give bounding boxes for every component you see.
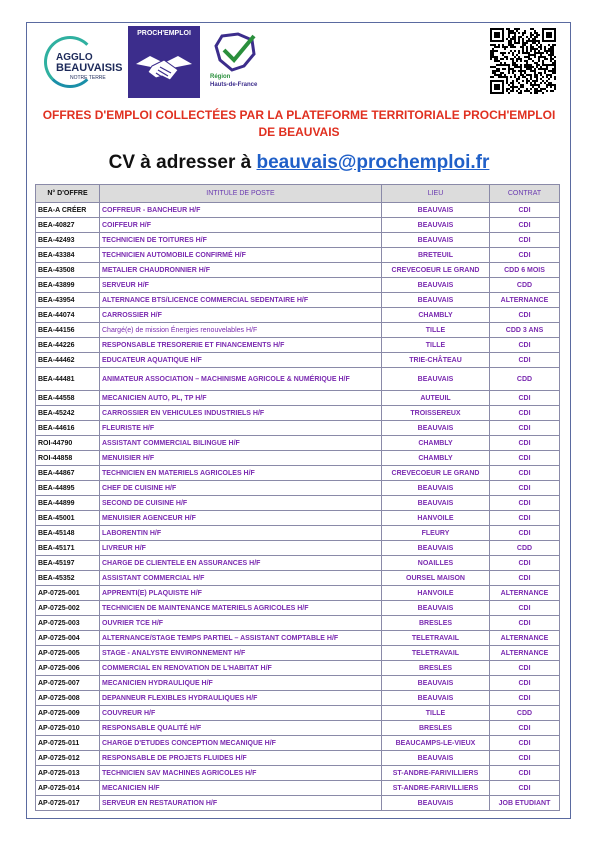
offer-number-cell: BEA-44558: [36, 391, 100, 406]
job-title-cell: ALTERNANCE/STAGE TEMPS PARTIEL – ASSISTANT COMPTABLE H/F: [100, 631, 382, 646]
offer-number-cell: AP-0725-012: [36, 751, 100, 766]
contract-cell: CDI: [490, 661, 560, 676]
table-row: [36, 451, 560, 466]
job-title-cell: CARROSSIER EN VEHICULES INDUSTRIELS H/F: [100, 406, 382, 421]
location-cell: BRESLES: [382, 661, 490, 676]
job-title-cell: SECOND DE CUISINE H/F: [100, 496, 382, 511]
table-row: [36, 616, 560, 631]
contract-cell: CDI: [490, 391, 560, 406]
offer-number-cell: BEA-44895: [36, 481, 100, 496]
table-row: [36, 278, 560, 293]
location-cell: CREVECOEUR LE GRAND: [382, 466, 490, 481]
agglo-logo-line3: NOTRE TERRE: [70, 75, 106, 81]
table-row: [36, 571, 560, 586]
location-cell: BEAUVAIS: [382, 796, 490, 811]
contract-cell: CDI: [490, 248, 560, 263]
contract-cell: CDI: [490, 406, 560, 421]
table-row: [36, 766, 560, 781]
contract-cell: CDI: [490, 308, 560, 323]
table-row: [36, 218, 560, 233]
offer-number-cell: BEA-44462: [36, 353, 100, 368]
job-title-cell: DEPANNEUR FLEXIBLES HYDRAULIQUES H/F: [100, 691, 382, 706]
location-cell: TROISSEREUX: [382, 406, 490, 421]
job-title-cell: CARROSSIER H/F: [100, 308, 382, 323]
location-cell: CREVECOEUR LE GRAND: [382, 263, 490, 278]
contract-cell: CDD 6 MOIS: [490, 263, 560, 278]
offer-number-cell: AP-0725-010: [36, 721, 100, 736]
job-title-cell: CHARGE D'ETUDES CONCEPTION MECANIQUE H/F: [100, 736, 382, 751]
offer-number-cell: BEA-45171: [36, 541, 100, 556]
header-location: LIEU: [382, 185, 490, 203]
contract-cell: CDI: [490, 571, 560, 586]
contract-cell: CDI: [490, 218, 560, 233]
offer-number-cell: AP-0725-002: [36, 601, 100, 616]
location-cell: OURSEL MAISON: [382, 571, 490, 586]
table-row: [36, 308, 560, 323]
contract-cell: CDI: [490, 721, 560, 736]
table-row: [36, 293, 560, 308]
job-title-cell: FLEURISTE H/F: [100, 421, 382, 436]
offer-number-cell: BEA-43384: [36, 248, 100, 263]
offer-number-cell: BEA-44867: [36, 466, 100, 481]
table-row: [36, 721, 560, 736]
location-cell: FLEURY: [382, 526, 490, 541]
location-cell: NOAILLES: [382, 556, 490, 571]
job-title-cell: TECHNICIEN SAV MACHINES AGRICOLES H/F: [100, 766, 382, 781]
contract-cell: CDI: [490, 353, 560, 368]
table-row: [36, 233, 560, 248]
location-cell: BEAUVAIS: [382, 496, 490, 511]
contract-cell: CDI: [490, 451, 560, 466]
location-cell: TRIE-CHÂTEAU: [382, 353, 490, 368]
location-cell: TILLE: [382, 706, 490, 721]
contract-cell: CDD: [490, 706, 560, 721]
table-row: [36, 586, 560, 601]
offer-number-cell: BEA-45352: [36, 571, 100, 586]
offer-number-cell: BEA-44616: [36, 421, 100, 436]
region-hauts-de-france-logo: [208, 30, 266, 94]
contract-cell: CDI: [490, 736, 560, 751]
agglo-logo-line1: AGGLO: [56, 52, 93, 63]
offer-number-cell: AP-0725-008: [36, 691, 100, 706]
offer-number-cell: BEA-45242: [36, 406, 100, 421]
contract-cell: CDI: [490, 766, 560, 781]
contract-cell: CDD 3 ANS: [490, 323, 560, 338]
contract-cell: CDI: [490, 526, 560, 541]
location-cell: BEAUVAIS: [382, 751, 490, 766]
location-cell: BEAUVAIS: [382, 421, 490, 436]
location-cell: TELETRAVAIL: [382, 631, 490, 646]
offer-number-cell: AP-0725-011: [36, 736, 100, 751]
offer-number-cell: AP-0725-005: [36, 646, 100, 661]
header-offer-number: N° D'OFFRE: [36, 185, 100, 203]
cv-email-link[interactable]: beauvais@prochemploi.fr: [256, 152, 490, 173]
location-cell: ST-ANDRE-FARIVILLIERS: [382, 781, 490, 796]
location-cell: CHAMBLY: [382, 436, 490, 451]
location-cell: BEAUVAIS: [382, 368, 490, 391]
contract-cell: CDI: [490, 616, 560, 631]
table-row: [36, 406, 560, 421]
contract-cell: CDI: [490, 203, 560, 218]
offer-number-cell: AP-0725-007: [36, 676, 100, 691]
job-title-cell: TECHNICIEN EN MATERIELS AGRICOLES H/F: [100, 466, 382, 481]
contract-cell: ALTERNANCE: [490, 586, 560, 601]
offer-number-cell: BEA-42493: [36, 233, 100, 248]
offer-number-cell: AP-0725-004: [36, 631, 100, 646]
job-title-cell: ALTERNANCE BTS/LICENCE COMMERCIAL SEDENTAIRE H/F: [100, 293, 382, 308]
table-row: [36, 511, 560, 526]
prochemploi-logo-label: PROCH'EMPLOI: [137, 30, 191, 37]
offer-number-cell: BEA-44481: [36, 368, 100, 391]
table-row: [36, 601, 560, 616]
region-logo-line2: Hauts-de-France: [210, 82, 258, 88]
job-title-cell: MENUISIER H/F: [100, 451, 382, 466]
offer-number-cell: ROI-44790: [36, 436, 100, 451]
region-heart-icon: [208, 30, 266, 74]
offer-number-cell: ROI-44858: [36, 451, 100, 466]
location-cell: BEAUCAMPS-LE-VIEUX: [382, 736, 490, 751]
job-title-cell: MENUISIER AGENCEUR H/F: [100, 511, 382, 526]
job-title-cell: MECANICIEN H/F: [100, 781, 382, 796]
job-title-cell: METALIER CHAUDRONNIER H/F: [100, 263, 382, 278]
table-row: [36, 526, 560, 541]
header-contract: CONTRAT: [490, 185, 560, 203]
job-title-cell: MECANICIEN HYDRAULIQUE H/F: [100, 676, 382, 691]
location-cell: BEAUVAIS: [382, 676, 490, 691]
contract-cell: CDI: [490, 556, 560, 571]
location-cell: CHAMBLY: [382, 308, 490, 323]
job-title-cell: EDUCATEUR AQUATIQUE H/F: [100, 353, 382, 368]
contract-cell: ALTERNANCE: [490, 631, 560, 646]
table-row: [36, 338, 560, 353]
header-job-title: INTITULE DE POSTE: [100, 185, 382, 203]
job-title-cell: TECHNICIEN DE MAINTENANCE MATERIELS AGRICOLES H/F: [100, 601, 382, 616]
job-title-cell: Chargé(e) de mission Énergies renouvelables H/F: [100, 323, 382, 338]
agglo-logo-line2: BEAUVAISIS: [56, 62, 123, 74]
offer-number-cell: BEA-A CRÉER: [36, 203, 100, 218]
logo-bar: [40, 26, 560, 98]
contract-cell: CDI: [490, 676, 560, 691]
contract-cell: CDD: [490, 278, 560, 293]
contract-cell: CDI: [490, 233, 560, 248]
job-title-cell: APPRENTI(E) PLAQUISTE H/F: [100, 586, 382, 601]
table-row: [36, 556, 560, 571]
page-headline: OFFRES D'EMPLOI COLLECTÉES PAR LA PLATEFORME TERRITORIALE PROCH'EMPLOI DE BEAUVAIS: [42, 108, 556, 139]
offer-number-cell: AP-0725-017: [36, 796, 100, 811]
location-cell: BEAUVAIS: [382, 203, 490, 218]
location-cell: BEAUVAIS: [382, 541, 490, 556]
contract-cell: CDI: [490, 338, 560, 353]
contract-cell: ALTERNANCE: [490, 646, 560, 661]
offer-number-cell: BEA-45001: [36, 511, 100, 526]
location-cell: BEAUVAIS: [382, 601, 490, 616]
table-row: [36, 368, 560, 391]
contract-cell: CDI: [490, 781, 560, 796]
job-title-cell: CHARGE DE CLIENTELE EN ASSURANCES H/F: [100, 556, 382, 571]
job-title-cell: TECHNICIEN DE TOITURES H/F: [100, 233, 382, 248]
location-cell: BEAUVAIS: [382, 293, 490, 308]
location-cell: BEAUVAIS: [382, 481, 490, 496]
table-row: [36, 781, 560, 796]
location-cell: BRESLES: [382, 721, 490, 736]
offer-number-cell: BEA-43899: [36, 278, 100, 293]
offer-number-cell: AP-0725-013: [36, 766, 100, 781]
offer-number-cell: BEA-44226: [36, 338, 100, 353]
contract-cell: CDI: [490, 421, 560, 436]
job-title-cell: RESPONSABLE QUALITÉ H/F: [100, 721, 382, 736]
table-row: [36, 466, 560, 481]
offer-number-cell: BEA-44899: [36, 496, 100, 511]
location-cell: TELETRAVAIL: [382, 646, 490, 661]
table-row: [36, 436, 560, 451]
table-row: [36, 541, 560, 556]
location-cell: BEAUVAIS: [382, 218, 490, 233]
job-title-cell: OUVRIER TCE H/F: [100, 616, 382, 631]
offer-number-cell: BEA-40827: [36, 218, 100, 233]
location-cell: BEAUVAIS: [382, 691, 490, 706]
contract-cell: CDI: [490, 466, 560, 481]
job-offers-table: [35, 184, 560, 811]
job-title-cell: COUVREUR H/F: [100, 706, 382, 721]
table-row: [36, 676, 560, 691]
table-row: [36, 263, 560, 278]
location-cell: CHAMBLY: [382, 451, 490, 466]
offer-number-cell: BEA-43508: [36, 263, 100, 278]
offer-number-cell: AP-0725-003: [36, 616, 100, 631]
table-row: [36, 796, 560, 811]
job-title-cell: CHEF DE CUISINE H/F: [100, 481, 382, 496]
location-cell: ST-ANDRE-FARIVILLIERS: [382, 766, 490, 781]
offer-number-cell: BEA-45148: [36, 526, 100, 541]
location-cell: BRETEUIL: [382, 248, 490, 263]
offer-number-cell: BEA-43954: [36, 293, 100, 308]
cv-instruction: [36, 152, 562, 174]
location-cell: BEAUVAIS: [382, 278, 490, 293]
contract-cell: CDI: [490, 436, 560, 451]
qr-code-icon[interactable]: [490, 28, 556, 94]
job-title-cell: LIVREUR H/F: [100, 541, 382, 556]
contract-cell: CDI: [490, 481, 560, 496]
job-title-cell: COMMERCIAL EN RENOVATION DE L'HABITAT H/F: [100, 661, 382, 676]
prochemploi-logo: [128, 26, 200, 98]
location-cell: HANVOILE: [382, 586, 490, 601]
job-title-cell: TECHNICIEN AUTOMOBILE CONFIRMÉ H/F: [100, 248, 382, 263]
contract-cell: ALTERNANCE: [490, 293, 560, 308]
table-row: [36, 736, 560, 751]
offer-number-cell: AP-0725-001: [36, 586, 100, 601]
table-row: [36, 323, 560, 338]
location-cell: AUTEUIL: [382, 391, 490, 406]
location-cell: TILLE: [382, 338, 490, 353]
job-title-cell: ANIMATEUR ASSOCIATION – MACHINISME AGRICOLE & NUMÉRIQUE H/F: [100, 368, 382, 391]
location-cell: BEAUVAIS: [382, 233, 490, 248]
contract-cell: CDD: [490, 541, 560, 556]
handshake-icon: [134, 46, 194, 90]
offer-number-cell: AP-0725-006: [36, 661, 100, 676]
offer-number-cell: BEA-45197: [36, 556, 100, 571]
contract-cell: CDI: [490, 691, 560, 706]
location-cell: TILLE: [382, 323, 490, 338]
table-row: [36, 661, 560, 676]
job-title-cell: STAGE - ANALYSTE ENVIRONNEMENT H/F: [100, 646, 382, 661]
table-row: [36, 631, 560, 646]
table-row: [36, 751, 560, 766]
table-row: [36, 646, 560, 661]
table-row: [36, 496, 560, 511]
table-row: [36, 481, 560, 496]
contract-cell: CDD: [490, 368, 560, 391]
job-title-cell: RESPONSABLE DE PROJETS FLUIDES H/F: [100, 751, 382, 766]
job-title-cell: SERVEUR EN RESTAURATION H/F: [100, 796, 382, 811]
region-logo-line1: Région: [210, 74, 231, 80]
table-header-row: [36, 185, 560, 203]
job-title-cell: ASSISTANT COMMERCIAL BILINGUE H/F: [100, 436, 382, 451]
table-row: [36, 706, 560, 721]
job-title-cell: ASSISTANT COMMERCIAL H/F: [100, 571, 382, 586]
table-row: [36, 421, 560, 436]
contract-cell: CDI: [490, 601, 560, 616]
offer-number-cell: BEA-44156: [36, 323, 100, 338]
table-row: [36, 203, 560, 218]
job-title-cell: MECANICIEN AUTO, PL, TP H/F: [100, 391, 382, 406]
contract-cell: JOB ETUDIANT: [490, 796, 560, 811]
offer-number-cell: AP-0725-014: [36, 781, 100, 796]
table-row: [36, 391, 560, 406]
table-row: [36, 353, 560, 368]
job-title-cell: COIFFEUR H/F: [100, 218, 382, 233]
contract-cell: CDI: [490, 496, 560, 511]
agglo-beauvaisis-logo: [44, 30, 124, 94]
job-title-cell: RESPONSABLE TRESORERIE ET FINANCEMENTS H/F: [100, 338, 382, 353]
offer-number-cell: AP-0725-009: [36, 706, 100, 721]
location-cell: HANVOILE: [382, 511, 490, 526]
contract-cell: CDI: [490, 751, 560, 766]
job-title-cell: COFFREUR - BANCHEUR H/F: [100, 203, 382, 218]
job-title-cell: SERVEUR H/F: [100, 278, 382, 293]
table-row: [36, 691, 560, 706]
offer-number-cell: BEA-44074: [36, 308, 100, 323]
cv-prefix: CV à adresser à: [108, 152, 257, 173]
contract-cell: CDI: [490, 511, 560, 526]
location-cell: BRESLES: [382, 616, 490, 631]
table-row: [36, 248, 560, 263]
job-title-cell: LABORENTIN H/F: [100, 526, 382, 541]
